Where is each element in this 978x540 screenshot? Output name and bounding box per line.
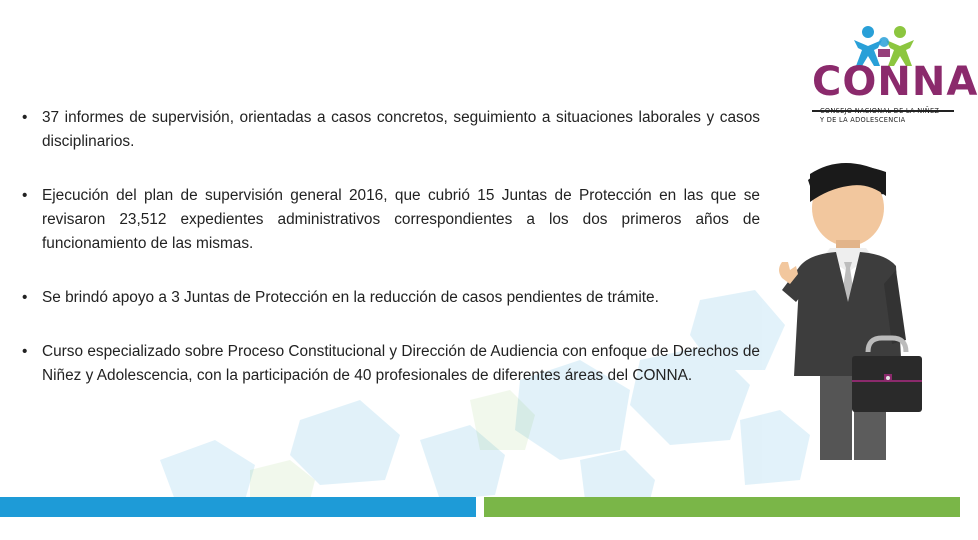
logo-subtitle-line1: CONSEJO NACIONAL DE LA NIÑEZ [820, 107, 940, 115]
bullet-symbol: • [22, 109, 28, 126]
logo-subtitle-line2: Y DE LA ADOLESCENCIA [820, 116, 906, 124]
list-item [22, 106, 760, 154]
bullet-symbol: • [22, 289, 28, 306]
businessman-illustration [780, 160, 960, 460]
list-item [22, 340, 760, 388]
list-item [22, 286, 760, 310]
bullet-text: Se brindó apoyo a 3 Juntas de Protección en la reducción de casos pendientes de trámite. [42, 289, 659, 306]
logo-wordmark: CONNA [812, 59, 978, 105]
bullet-list [22, 106, 760, 388]
bullet-symbol: • [22, 187, 28, 204]
bullet-text: Curso especializado sobre Proceso Constitucional y Dirección de Audiencia con enfoque de Derechos de Niñez y Adolescencia, con la participación de 40 profesionales de diferentes áreas del CONNA. [42, 343, 760, 384]
bottom-color-bars [0, 497, 960, 517]
list-item [22, 184, 760, 256]
bullet-symbol: • [22, 343, 28, 360]
bullet-text: Ejecución del plan de supervisión general 2016, que cubrió 15 Juntas de Protección en las que se revisaron 23,512 expedientes administrativos correspondientes a los dos primeros años de funcionamiento de las mismas. [42, 187, 760, 252]
bullet-text: 37 informes de supervisión, orientadas a casos concretos, seguimiento a situaciones laborales y casos disciplinarios. [42, 109, 760, 150]
